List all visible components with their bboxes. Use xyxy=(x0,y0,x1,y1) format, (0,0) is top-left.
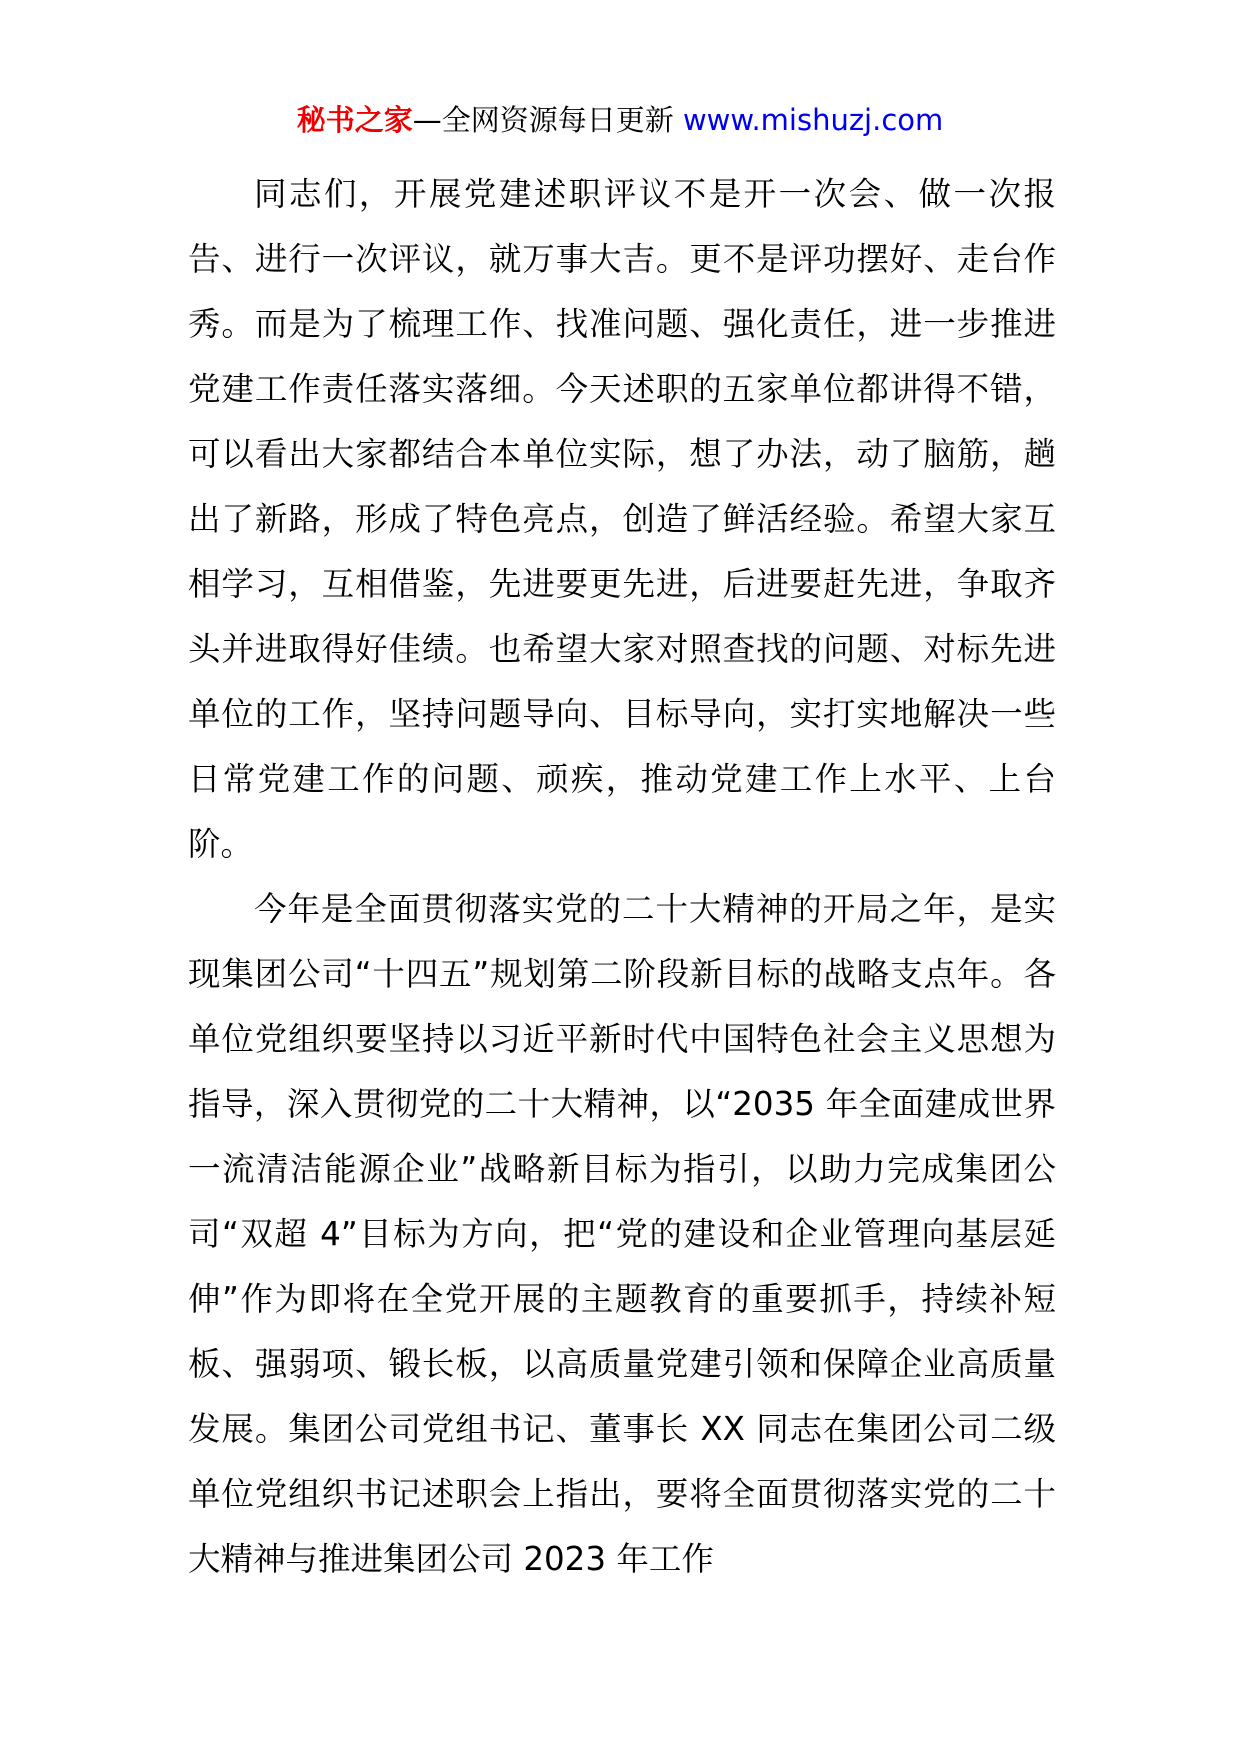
site-url-link[interactable]: www.mishuzj.com xyxy=(682,103,944,137)
brand-name: 秘书之家 xyxy=(296,103,413,137)
paragraph-1: 同志们，开展党建述职评议不是开一次会、做一次报告、进行一次评议，就万事大吉。更不是评功摆好、走台作秀。而是为了梳理工作、找准问题、强化责任，进一步推进党建工作责任落实落细。今天述职的五家单位都讲得不错，可以看出大家都结合本单位实际，想了办法，动了脑筋，趟出了新路，形成了特色亮点，创造了鲜活经验。希望大家互相学习，互相借鉴，先进要更先进，后进要赶先进，争取齐头并进取得好佳绩。也希望大家对照查找的问题、对标先进单位的工作，坚持问题导向、目标导向，实打实地解决一些日常党建工作的问题、顽疾，推动党建工作上水平、上台阶。 xyxy=(188,175,1056,863)
document-body xyxy=(188,162,1056,1592)
site-header xyxy=(0,100,1240,140)
header-tagline: —全网资源每日更新 xyxy=(412,103,674,137)
paragraph-2: 今年是全面贯彻落实党的二十大精神的开局之年，是实现集团公司“十四五”规划第二阶段新目标的战略支点年。各单位党组织要坚持以习近平新时代中国特色社会主义思想为指导，深入贯彻党的二十大精神，以“2035 年全面建成世界一流清洁能源企业”战略新目标为指引，以助力完成集团公司“双超 4”目标为方向，把“党的建设和企业管理向基层延伸”作为即将在全党开展的主题教育的重要抓手，持续补短板、强弱项、锻长板，以高质量党建引领和保障企业高质量发展。集团公司党组书记、董事长 XX 同志在集团公司二级单位党组织书记述职会上指出，要将全面贯彻落实党的二十大精神与推进集团公司 2023 年工作 xyxy=(188,890,1056,1578)
